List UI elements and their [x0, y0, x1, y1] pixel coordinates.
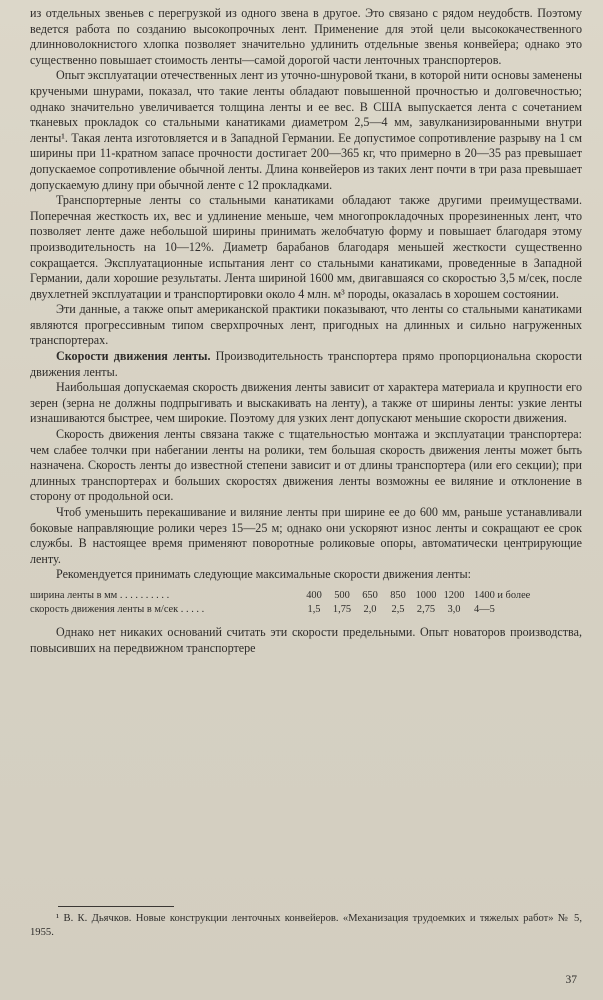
section-heading: Скорости движения ленты.	[56, 349, 211, 364]
table-cell: 2,0	[363, 603, 377, 615]
table-row-label: скорость движения ленты в м/сек . . . . .	[30, 603, 205, 615]
table-cell: 1200	[443, 589, 465, 601]
paragraph: Транспортерные ленты со стальными канатиками обладают также другими преимуществами. Поперечная жесткость их, вес и удлинение меньше, чем многопрокладочных прорезиненных лент, что позволяет ленте даже небольшой ширины принимать желобчатую форму и повышает благодаря этому производительность на 10—12%. Диаметр барабанов благодаря меньшей жесткости существенно сокращается. Эксплуатационные испытания лент со стальными канатиками, проведенные в Западной Германии, дали хорошие результаты. Лента шириной 1600 мм, двигавшаяся со скоростью 3,5 м/сек, после двухлетней эксплуатации и транспортировки около 4 млн. м³ породы, оказалась в хорошем состоянии.	[30, 193, 582, 301]
paragraph: из отдельных звеньев с перегрузкой из одного звена в другое. Это связано с рядом неудобств. Поэтому ведется работа по созданию высокопрочных лент. Применение для этой цели высококачественного длинноволокнистого хлопка позволяет значительно удлинить отдельные звенья конвейера; однако это существенно повышает стоимость ленты—самой дорогой части ленточных транспортеров.	[30, 6, 582, 67]
table-cell: 2,75	[416, 603, 436, 615]
speed-table	[30, 589, 582, 617]
table-cell: 1,5	[307, 603, 321, 615]
table-row	[30, 589, 582, 603]
table-cell: 400	[306, 589, 322, 601]
footnote-divider	[58, 906, 174, 907]
table-cell: 1,75	[332, 603, 352, 615]
paragraph: Наибольшая допускаемая скорость движения ленты зависит от характера материала и крупности его зерен (зерна не должны подпрыгивать и выскакивать на ленту), а также от ширины ленты: узкие ленты изнашиваются быстрее, чем широкие. Поэтому для узких лент допускают меньшие скорости движения.	[30, 380, 582, 426]
table-cell: 650	[362, 589, 378, 601]
table-row	[30, 603, 582, 617]
footnote	[30, 912, 582, 941]
paragraph: Чтоб уменьшить перекашивание и виляние ленты при ширине ее до 600 мм, раньше устанавливали боковые направляющие ролики через 15—25 м; однако они ускоряют износ ленты и сокращают ее срок службы. В настоящее время применяют поворотные роликовые опоры, автоматически центрирующие ленту.	[30, 505, 582, 566]
table-cell: 1000	[415, 589, 437, 601]
section-heading-paragraph	[30, 349, 582, 380]
paragraph: Скорость движения ленты связана также с тщательностью монтажа и эксплуатации транспортера: чем слабее толчки при набегании ленты на ролики, тем большая скорость движения ленты может быть назначена. Скорость ленты до известной степени зависит и от длины транспортера (или его секции); при длинных транспортерах и больших скоростях движения ленты возможны ее виляние и отклонение в сторону от продольной оси.	[30, 427, 582, 504]
body-text	[30, 6, 582, 656]
page-number: 37	[565, 974, 577, 986]
footnote-text: ¹ В. К. Дьячков. Новые конструкции ленточных конвейеров. «Механизация трудоемких и тяжелых работ» № 5, 1955.	[30, 913, 582, 939]
paragraph: Однако нет никаких оснований считать эти скорости предельными. Опыт новаторов производства, повысивших на передвижном транспортере	[30, 624, 582, 655]
table-cell: 850	[390, 589, 406, 601]
paragraph: Опыт эксплуатации отечественных лент из уточно-шнуровой ткани, в которой нити основы заменены кручеными шнурами, показал, что такие ленты обладают повышенной прочностью и долговечностью; однако значительно увеличивается толщина ленты и ее вес. В США выпускается лента с сочетанием тканевых прокладок со стальными канатиками диаметром 2,5—4 мм, завулканизированными внутри ленты¹. Такая лента изготовляется и в Западной Германии. Ее допустимое сопротивление разрыву на 1 см ширины при 11-кратном запасе прочности достигает 200—365 кг, что примерно в 20—35 раз превышает допускаемое сопротивление обычной ленты. Длина конвейеров из таких лент почти в три раза превышает допускаемую длину при обычной ленте с 12 прокладками.	[30, 68, 582, 192]
table-row-label: ширина ленты в мм . . . . . . . . . .	[30, 589, 170, 601]
paragraph: Рекомендуется принимать следующие максимальные скорости движения ленты:	[56, 567, 471, 582]
table-cell: 1400 и более	[474, 589, 531, 601]
table-cell: 500	[334, 589, 350, 601]
paragraph: Эти данные, а также опыт американской практики показывают, что ленты со стальными канатиками являются прогрессивным типом сверхпрочных лент, пригодных на длинных и сильно нагруженных транспортерах.	[30, 302, 582, 348]
table-cell: 3,0	[447, 603, 461, 615]
table-cell: 4—5	[474, 603, 495, 615]
section-heading-rest: Производительность транспортера прямо пропорциональна скорости движения ленты.	[30, 349, 582, 379]
table-cell: 2,5	[391, 603, 405, 615]
